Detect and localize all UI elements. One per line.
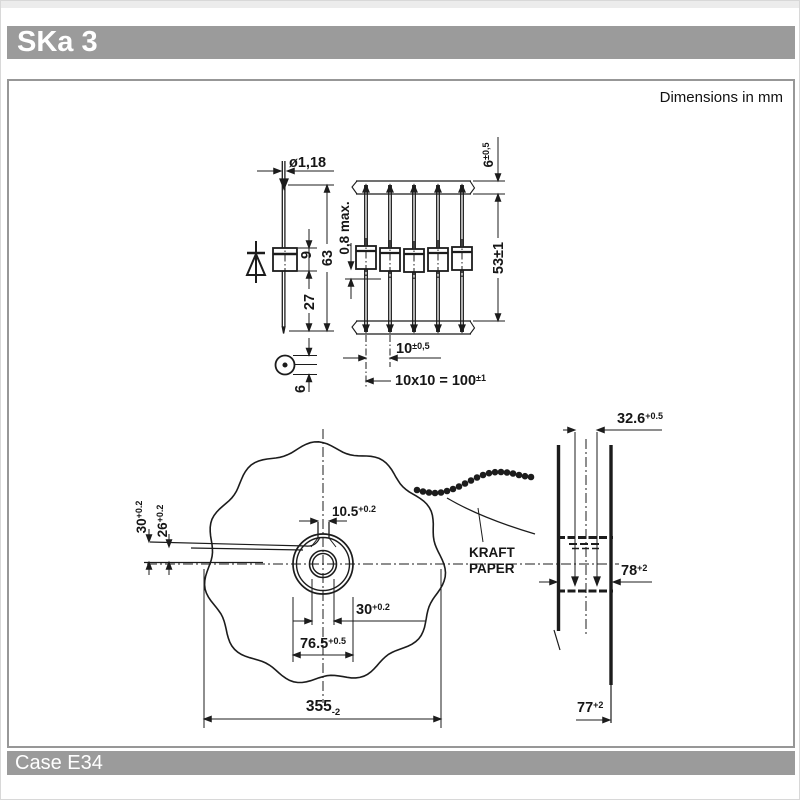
dim-total-length: 63 xyxy=(320,249,336,267)
dim-tape-span: 53±1 xyxy=(491,241,507,275)
scan-edge xyxy=(1,1,800,8)
page-title: SKa 3 xyxy=(17,26,98,58)
dim-reel-diameter: $355_{-2}$ xyxy=(305,698,341,718)
dim-body-length: 9 xyxy=(299,250,315,260)
dim-lower-lead: 27 xyxy=(302,293,318,311)
dim-tape-width-inner: $26^{+0.2}$ xyxy=(155,504,170,538)
dim-lead-tip: 6 xyxy=(293,384,309,394)
kraft-paper-label-1: KRAFT xyxy=(469,545,515,560)
dim-lead-diameter: ø1,18 xyxy=(289,155,327,171)
dim-overall-width: $77^{+2}$ xyxy=(577,700,604,716)
dim-slot-width: $10.5^{+0.2}$ xyxy=(332,504,377,519)
dim-flange-width: $78^{+2}$ xyxy=(621,563,648,579)
dim-hub-bore: $30^{+0.2}$ xyxy=(356,602,390,618)
case-label: Case E34 xyxy=(15,752,103,774)
dim-pitch-total: $10x10 = 100^{\pm 1}$ xyxy=(395,373,486,389)
dim-hub-diameter: $76.5^{+0.5}$ xyxy=(299,636,347,652)
case-bar xyxy=(7,751,795,775)
drawing-frame xyxy=(7,79,795,748)
dim-kink: 0,8 max. xyxy=(337,201,352,255)
dim-hub-width: $32.6^{+0.5}$ xyxy=(617,411,664,427)
dim-pitch: $10^{\pm 0,5}$ xyxy=(396,341,430,357)
dim-tape-width-outer: $30^{+0.2}$ xyxy=(134,500,149,534)
units-note: Dimensions in mm xyxy=(659,89,783,106)
kraft-paper-label-2: PAPER xyxy=(469,561,515,576)
title-bar xyxy=(7,26,795,59)
dim-tape-height: $6^{\pm 0,5}$ xyxy=(481,142,496,168)
